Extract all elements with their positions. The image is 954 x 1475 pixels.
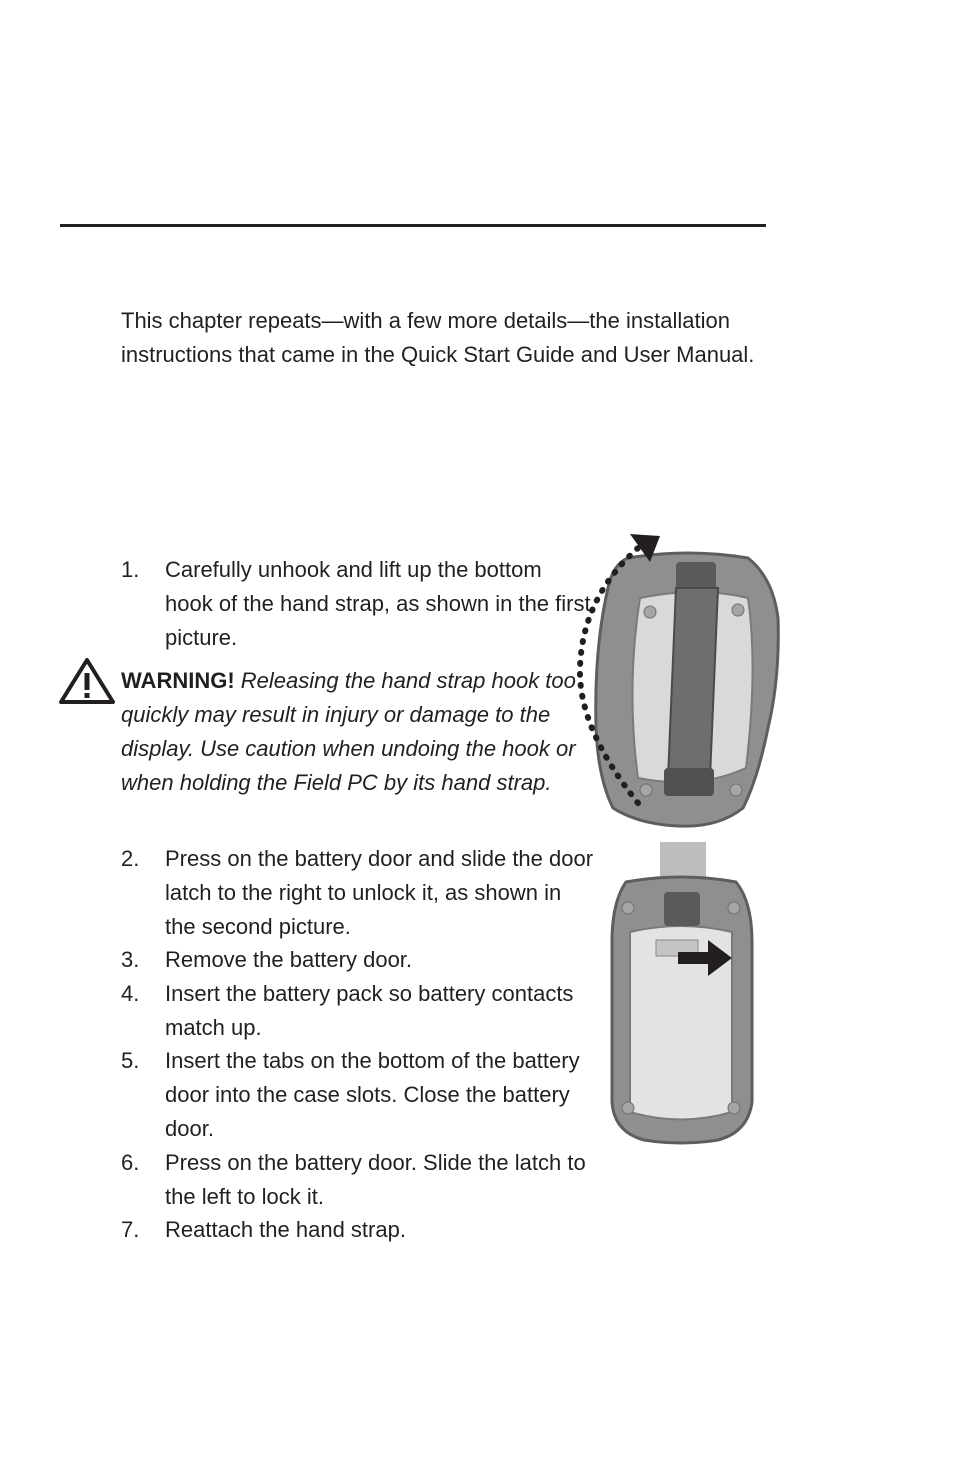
step-5 [121, 1044, 621, 1146]
step-6 [121, 1146, 621, 1214]
step-text: Insert the tabs on the bottom of the battery door into the case slots. Close the battery door. [165, 1048, 580, 1141]
step-text: Carefully unhook and lift up the bottom hook of the hand strap, as shown in the first picture. [165, 557, 591, 650]
chapter-rule [60, 224, 766, 227]
step-text: Insert the battery pack so battery contacts match up. [165, 981, 574, 1040]
step-number: 2. [121, 846, 140, 871]
step-text: Reattach the hand strap. [165, 1217, 406, 1242]
warning-note [121, 664, 591, 800]
warning-text: Releasing the hand strap hook too quickly may result in injury or damage to the display. Use caution when undoing the hook or when holding the Field PC by its hand strap. [121, 668, 576, 795]
step-number: 6. [121, 1150, 140, 1175]
step-text: Press on the battery door and slide the door latch to the right to unlock it, as shown in the second picture. [165, 846, 594, 939]
step-4 [121, 977, 621, 1045]
step-text: Press on the battery door. Slide the latch to the left to lock it. [165, 1150, 586, 1209]
step-text: Remove the battery door. [165, 947, 413, 972]
warning-triangle-icon [58, 656, 116, 706]
step-7 [121, 1213, 621, 1247]
step-number: 1. [121, 557, 140, 582]
step-1 [121, 553, 621, 655]
device-back-strap-lift-figure [568, 528, 784, 834]
intro-paragraph: This chapter repeats—with a few more details—the installation instructions that came in the Quick Start Guide and User Manual. [121, 308, 755, 367]
step-number: 7. [121, 1217, 140, 1242]
device-battery-latch-figure [608, 842, 754, 1148]
step-number: 5. [121, 1048, 140, 1073]
step-number: 3. [121, 947, 140, 972]
step-2 [121, 842, 621, 944]
step-number: 4. [121, 981, 140, 1006]
strap-clip [664, 892, 700, 926]
step-3 [121, 943, 621, 977]
warning-label: WARNING! [121, 668, 235, 693]
